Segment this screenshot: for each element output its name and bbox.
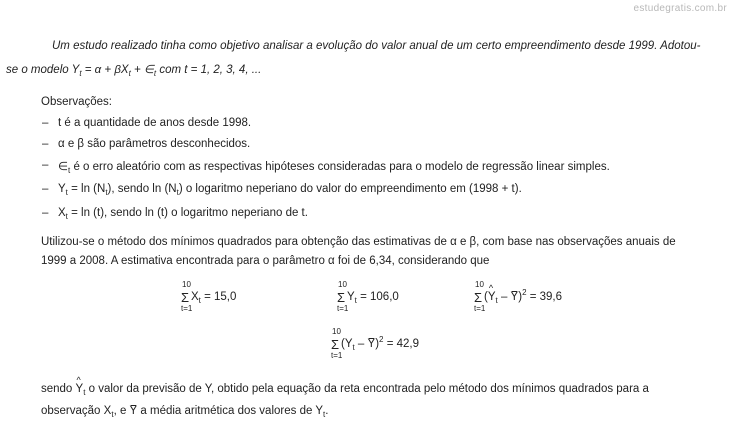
sum-lower: t=1 xyxy=(331,351,343,360)
closing-line-2 xyxy=(41,405,328,417)
model-plus: + ∈ xyxy=(130,64,154,76)
item4-eq: = ln (N xyxy=(71,183,106,195)
sum-value: = 106,0 xyxy=(356,291,399,303)
minus: – xyxy=(354,338,368,350)
model-y-sub: t xyxy=(79,69,82,78)
obs-item-3-text: é o erro aleatório com as respectivas hipóteses consideradas para o modelo de regressão linear simples. xyxy=(73,161,610,173)
epsilon-sub: t xyxy=(68,166,71,175)
item4-n-sub-2: t xyxy=(176,188,179,197)
paren-open-y: (Y xyxy=(341,338,353,350)
item5-x: X xyxy=(58,207,66,219)
sum-upper: 10 xyxy=(332,327,341,336)
var-sub: t xyxy=(495,296,498,305)
paren-close: ) xyxy=(375,338,380,350)
model-eq: = α + βX xyxy=(81,64,129,76)
exponent: 2 xyxy=(379,335,384,344)
item4-rest: ), sendo ln (N xyxy=(107,183,177,195)
sum-upper: 10 xyxy=(338,280,347,289)
dash: – xyxy=(42,159,49,171)
item5-x-sub: t xyxy=(65,212,68,221)
item5-text: = ln (t), sendo ln (t) o logaritmo neperiano de t. xyxy=(71,207,308,219)
closing-text: a média aritmética dos valores de Y xyxy=(137,405,324,417)
item4-n-sub: t xyxy=(105,188,108,197)
var-y: Y xyxy=(347,291,355,303)
closing-text: . xyxy=(325,405,329,417)
method-line-2: 1999 a 2008. A estimativa encontrada para o parâmetro α foi de 6,34, considerando que xyxy=(41,255,490,267)
model-y: Y xyxy=(71,64,80,76)
dash: – xyxy=(42,183,49,195)
y-bar: Y xyxy=(129,405,138,417)
sigma-symbol: Σ xyxy=(474,290,483,305)
paren-open: ( xyxy=(484,291,488,303)
var-sub: t xyxy=(198,296,201,305)
intro-line-1: Um estudo realizado tinha como objetivo analisar a evolução do valor anual de um certo empreendimento desde 1999. Adotou- xyxy=(52,40,701,52)
sigma-symbol: Σ xyxy=(337,290,346,305)
obs-text: α e β são parâmetros desconhecidos. xyxy=(58,138,251,150)
var-sub: t xyxy=(352,343,355,352)
exponent: 2 xyxy=(522,288,527,297)
method-line-1: Utilizou-se o método dos mínimos quadrados para obtenção das estimativas de α e β, com base nas observações anuais de xyxy=(41,236,676,248)
var-sub: t xyxy=(323,410,326,419)
obs-text xyxy=(58,183,522,195)
sum-lower: t=1 xyxy=(181,304,193,313)
sigma-symbol: Σ xyxy=(181,290,190,305)
dash: – xyxy=(42,207,49,219)
sum-expr xyxy=(484,288,563,305)
obs-text xyxy=(58,159,610,173)
item4-y-sub: t xyxy=(65,188,68,197)
observations-title: Observações: xyxy=(41,96,112,108)
minus: – xyxy=(497,291,511,303)
y-hat: ^ Y xyxy=(488,291,496,303)
dash: – xyxy=(42,138,49,150)
epsilon-symbol: ∈ xyxy=(58,161,69,173)
sum-value: = 39,6 xyxy=(526,291,563,303)
var-sub: t xyxy=(83,388,86,397)
model-x-sub: t xyxy=(128,69,131,78)
var-x: X xyxy=(191,291,199,303)
sum-value: = 42,9 xyxy=(383,338,419,350)
sum-lower: t=1 xyxy=(337,304,349,313)
paren-close: ) xyxy=(518,291,523,303)
item4-tail: ) o logaritmo neperiano do valor do empreendimento em (1998 + t). xyxy=(178,183,522,195)
sum-expr xyxy=(347,291,399,303)
dash: – xyxy=(42,117,49,129)
closing-text: o valor da previsão de Y, obtido pela equação da reta encontrada pelo método dos mínimos quadrados para a xyxy=(85,383,649,395)
obs-text xyxy=(58,207,308,219)
intro-line-2 xyxy=(6,62,261,76)
y-bar: Y xyxy=(510,291,519,303)
sum-expr xyxy=(341,335,419,352)
watermark: estudegratis.com.br xyxy=(633,3,727,14)
intro-prefix: se o modelo xyxy=(6,64,72,76)
item4-y: Y xyxy=(58,183,66,195)
sum-lower: t=1 xyxy=(474,304,486,313)
sum-expr xyxy=(191,291,236,303)
obs-text: t é a quantidade de anos desde 1998. xyxy=(58,117,252,129)
model-e-sub: t xyxy=(153,69,157,78)
closing-line-1 xyxy=(41,383,649,395)
sum-upper: 10 xyxy=(475,280,484,289)
closing-text: , e xyxy=(113,405,130,417)
sigma-symbol: Σ xyxy=(331,337,340,352)
closing-text: observação X xyxy=(41,405,112,417)
sum-upper: 10 xyxy=(182,280,191,289)
var-sub: t xyxy=(111,410,114,419)
var-sub: t xyxy=(354,296,357,305)
sum-value: = 15,0 xyxy=(200,291,237,303)
y-hat: ^ Y xyxy=(76,383,84,395)
closing-text: sendo xyxy=(41,383,76,395)
intro-suffix: com t = 1, 2, 3, 4, ... xyxy=(156,64,262,76)
y-bar: Y xyxy=(367,338,376,350)
